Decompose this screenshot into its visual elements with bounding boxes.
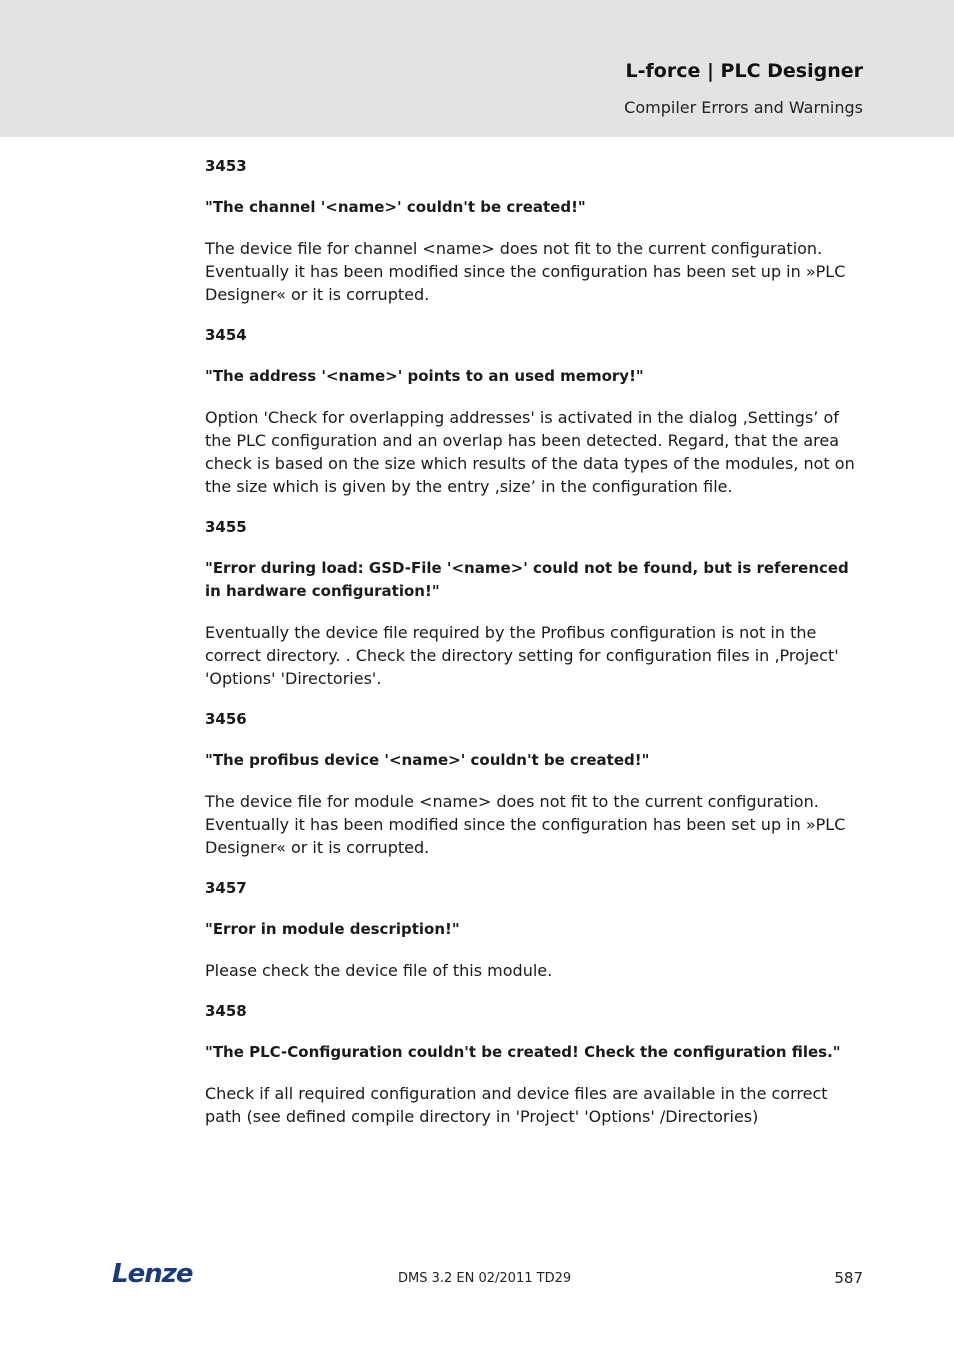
error-description: The device file for module <name> does not fit to the current configuration. Eventually it has been modified since the configuration has been set up in »PLC Designer« or it is corrupted. xyxy=(205,792,846,857)
error-entry-3458 xyxy=(205,1000,865,1128)
error-entry-3456 xyxy=(205,708,865,859)
error-code: 3457 xyxy=(205,879,247,897)
error-description: The device file for channel <name> does not fit to the current configuration. Eventually it has been modified since the configuration has been set up in »PLC Designer« or it is corrupted. xyxy=(205,239,846,304)
error-description: Option 'Check for overlapping addresses' is activated in the dialog ‚Settings’ of the PLC configuration and an overlap has been detected. Regard, that the area check is based on the size which results of the data types of the modules, not on the size which is given by the entry ‚size’ in the configuration file. xyxy=(205,408,855,496)
error-message: "Error during load: GSD-File '<name>' could not be found, but is referenced in hardware configuration!" xyxy=(205,559,849,600)
error-list xyxy=(205,155,865,1146)
error-entry-3453 xyxy=(205,155,865,306)
error-description: Eventually the device file required by the Profibus configuration is not in the correct directory. . Check the directory setting for configuration files in ‚Project' 'Options' 'Directories'. xyxy=(205,623,839,688)
document-id: DMS 3.2 EN 02/2011 TD29 xyxy=(398,1271,572,1286)
error-code: 3458 xyxy=(205,1002,247,1020)
error-message: "The profibus device '<name>' couldn't be created!" xyxy=(205,751,650,769)
lenze-logo: Lenze xyxy=(112,1259,193,1289)
error-code: 3453 xyxy=(205,157,247,175)
error-message: "The PLC-Configuration couldn't be created! Check the configuration files." xyxy=(205,1043,841,1061)
document-title: L-force | PLC Designer xyxy=(625,60,863,82)
error-description: Check if all required configuration and device files are available in the correct path (see defined compile directory in 'Project' 'Options' /Directories) xyxy=(205,1084,828,1126)
error-message: "The address '<name>' points to an used memory!" xyxy=(205,367,644,385)
error-message: "Error in module description!" xyxy=(205,920,460,938)
error-code: 3455 xyxy=(205,518,247,536)
page-number: 587 xyxy=(834,1269,863,1287)
error-message: "The channel '<name>' couldn't be created!" xyxy=(205,198,586,216)
error-code: 3456 xyxy=(205,710,247,728)
error-entry-3457 xyxy=(205,877,865,982)
error-description: Please check the device file of this module. xyxy=(205,961,553,980)
error-code: 3454 xyxy=(205,326,247,344)
section-title: Compiler Errors and Warnings xyxy=(624,98,863,117)
error-entry-3455 xyxy=(205,516,865,690)
error-entry-3454 xyxy=(205,324,865,498)
page-header xyxy=(0,0,954,137)
